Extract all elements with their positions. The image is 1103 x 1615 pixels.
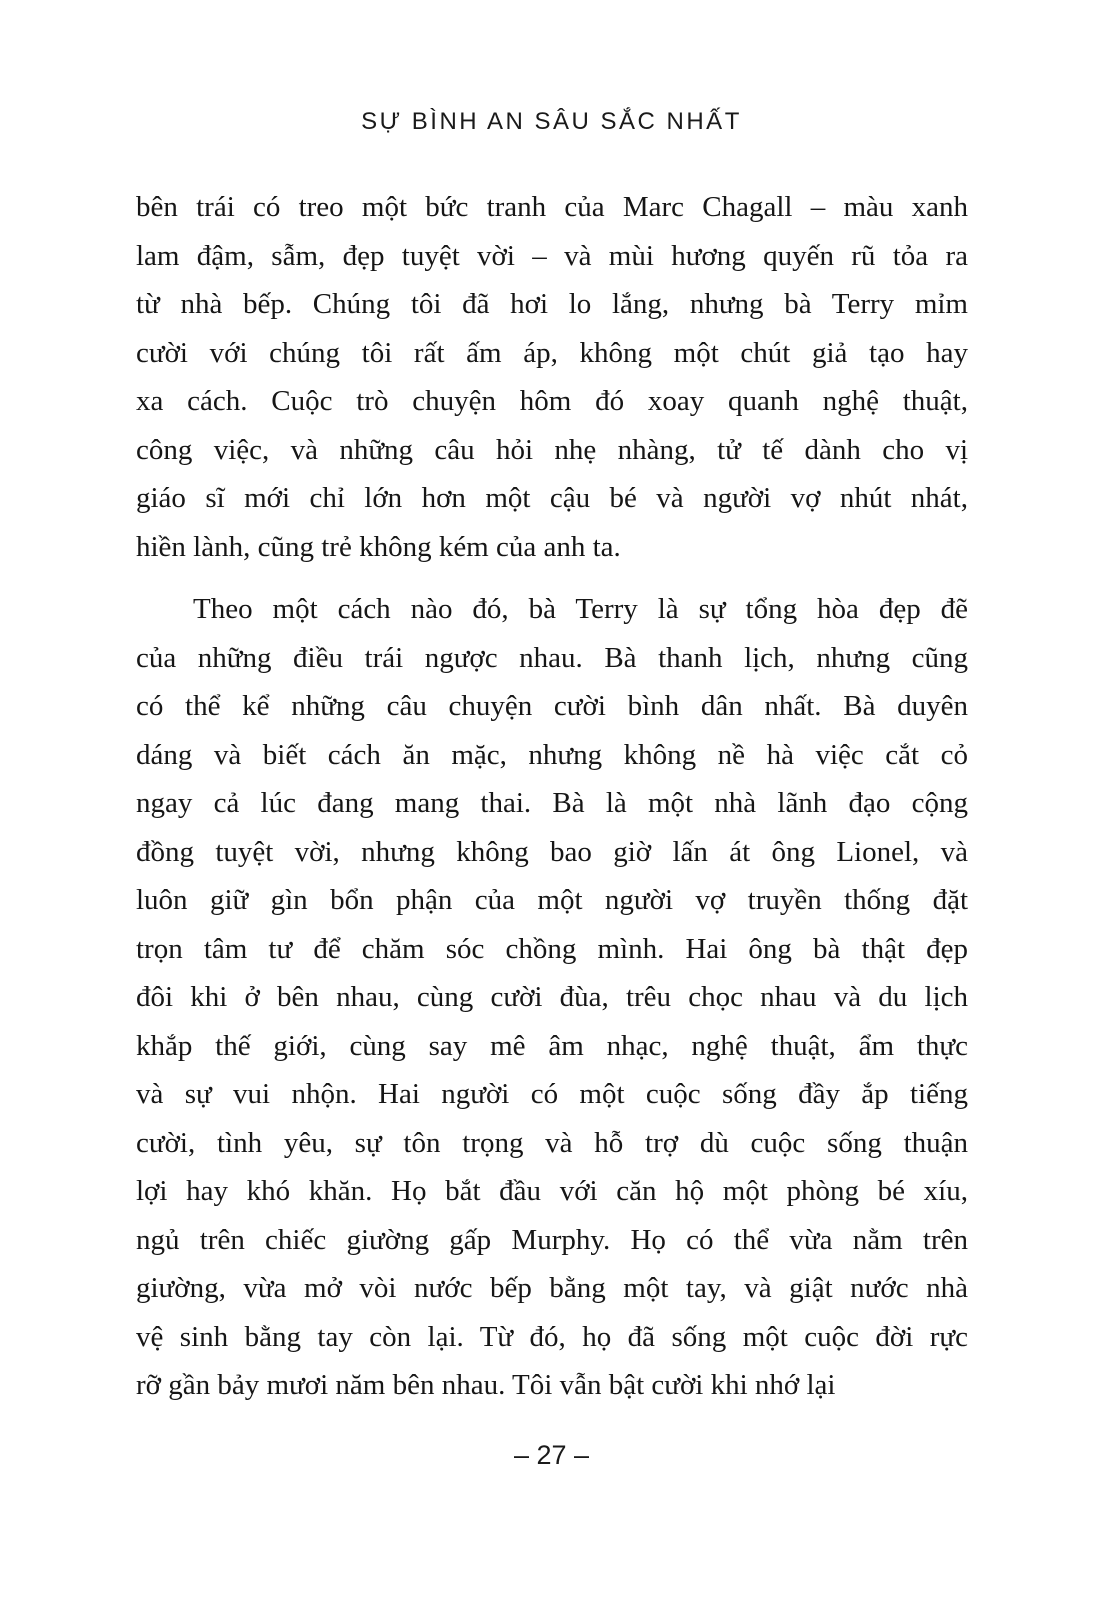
text-line: giáo sĩ mới chỉ lớn hơn một cậu bé và người vợ nhút nhát, [136,482,968,514]
text-line: dáng và biết cách ăn mặc, nhưng không nề hà việc cắt cỏ [136,738,968,771]
text-line: luôn giữ gìn bổn phận của một người vợ truyền thống đặt [136,884,968,916]
text-line: hiền lành, cũng trẻ không kém của anh ta. [136,530,621,563]
text-line: ngay cả lúc đang mang thai. Bà là một nhà lãnh đạo cộng [136,787,968,819]
paragraph [136,585,968,1410]
text-line: đồng tuyệt vời, nhưng không bao giờ lấn át ông Lionel, và [136,835,968,868]
text-line: cười, tình yêu, sự tôn trọng và hỗ trợ dù cuộc sống thuận [136,1126,968,1159]
text-line: giường, vừa mở vòi nước bếp bằng một tay, và giật nước nhà [136,1272,968,1304]
body-text [136,183,968,1410]
page-number: – 27 – [513,1440,590,1470]
running-head: SỰ BÌNH AN SÂU SẮC NHẤT [361,108,742,135]
text-line: lợi hay khó khăn. Họ bắt đầu với căn hộ một phòng bé xíu, [136,1175,968,1207]
text-line: khắp thế giới, cùng say mê âm nhạc, nghệ thuật, ẩm thực [136,1029,968,1062]
text-line: cười với chúng tôi rất ấm áp, không một chút giả tạo hay [136,336,968,369]
text-line: Theo một cách nào đó, bà Terry là sự tổng hòa đẹp đẽ [193,593,968,625]
text-line: và sự vui nhộn. Hai người có một cuộc sống đầy ắp tiếng [136,1078,968,1110]
text-line: xa cách. Cuộc trò chuyện hôm đó xoay quanh nghệ thuật, [136,385,968,417]
paragraph [136,183,968,571]
text-line: trọn tâm tư để chăm sóc chồng mình. Hai ông bà thật đẹp [136,932,968,965]
text-line: vệ sinh bằng tay còn lại. Từ đó, họ đã sống một cuộc đời rực [136,1320,968,1353]
text-line: ngủ trên chiếc giường gấp Murphy. Họ có thể vừa nằm trên [136,1223,968,1256]
text-line: từ nhà bếp. Chúng tôi đã hơi lo lắng, nhưng bà Terry mỉm [136,288,968,320]
text-line: của những điều trái ngược nhau. Bà thanh lịch, nhưng cũng [136,641,968,674]
text-line: lam đậm, sẫm, đẹp tuyệt vời – và mùi hương quyến rũ tỏa ra [136,239,968,272]
text-line: rỡ gần bảy mươi năm bên nhau. Tôi vẫn bật cười khi nhớ lại [136,1369,836,1401]
text-line: công việc, và những câu hỏi nhẹ nhàng, tử tế dành cho vị [136,433,968,466]
text-line: đôi khi ở bên nhau, cùng cười đùa, trêu chọc nhau và du lịch [136,981,968,1013]
text-line: có thể kể những câu chuyện cười bình dân nhất. Bà duyên [136,690,968,722]
text-line: bên trái có treo một bức tranh của Marc Chagall – màu xanh [136,191,968,223]
